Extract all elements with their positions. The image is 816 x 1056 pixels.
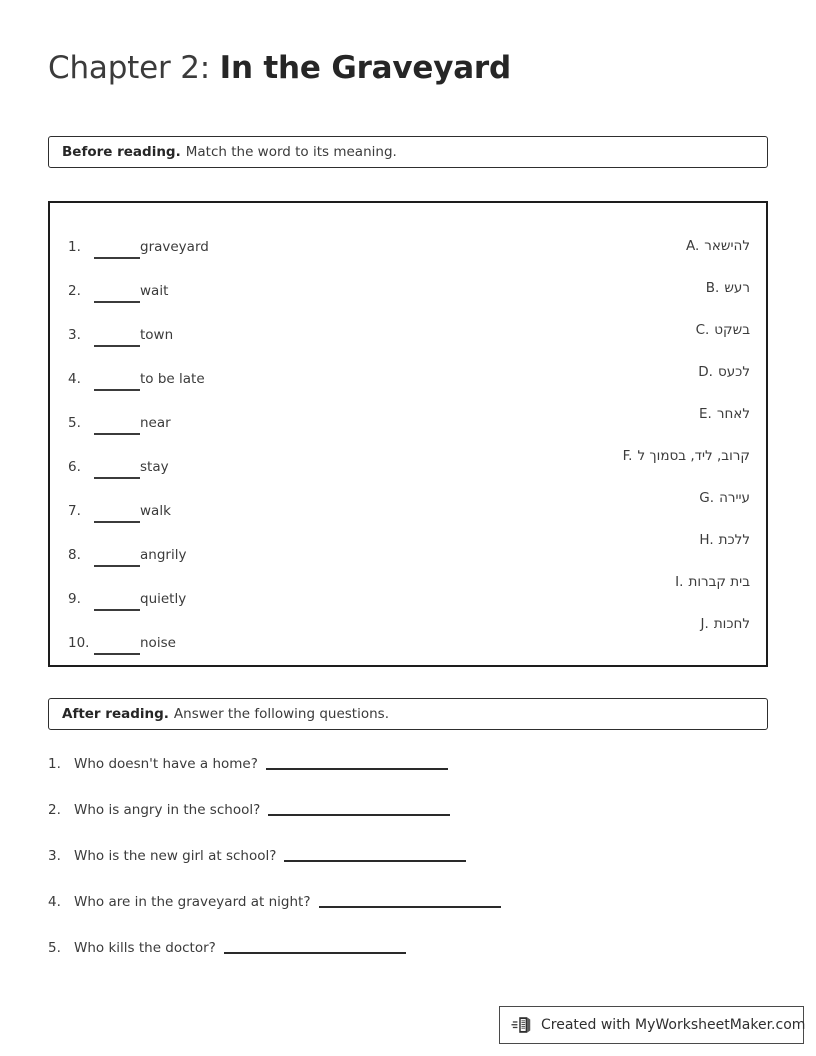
matching-answer-blank[interactable] [94,642,140,655]
question-row [48,940,768,986]
matching-meaning-row [460,435,750,477]
matching-word-row[interactable] [68,533,398,577]
matching-word-text: wait [140,283,169,299]
matching-meaning-row [460,225,750,267]
question-answer-line[interactable] [266,756,448,770]
matching-answer-blank[interactable] [94,334,140,347]
question-answer-line[interactable] [319,894,501,908]
question-answer-line[interactable] [284,848,466,862]
matching-meaning-text: בית קברות [688,574,750,590]
matching-meaning-letter: D. [698,364,713,380]
matching-word-text: graveyard [140,239,209,255]
matching-meaning-letter: F. [622,448,633,464]
question-number: 2. [48,802,61,818]
matching-word-number: 9. [68,591,81,607]
before-reading-label: Before reading. [62,144,181,160]
matching-meaning-text: לאחר [716,406,750,422]
matching-word-text: stay [140,459,169,475]
question-row [48,756,768,802]
matching-word-text: town [140,327,174,343]
matching-answer-blank[interactable] [94,246,140,259]
matching-answer-blank[interactable] [94,554,140,567]
matching-meaning-row [460,309,750,351]
matching-word-text: noise [140,635,176,651]
matching-answer-blank[interactable] [94,378,140,391]
question-number: 1. [48,756,61,772]
matching-meaning-letter: I. [675,574,684,590]
before-reading-instruction-box [48,136,768,168]
matching-word-row[interactable] [68,313,398,357]
matching-meaning-text: רעש [724,280,750,296]
question-text: Who doesn't have a home? [74,756,258,772]
matching-meaning-text: ללכת [718,532,750,548]
matching-word-number: 2. [68,283,81,299]
matching-word-row[interactable] [68,489,398,533]
question-row [48,848,768,894]
question-text: Who is angry in the school? [74,802,261,818]
matching-word-text: walk [140,503,171,519]
matching-meaning-text: בשקט [714,322,750,338]
matching-meaning-row [460,393,750,435]
title-prefix: Chapter 2: [48,50,220,86]
matching-word-text: quietly [140,591,187,607]
matching-answer-blank[interactable] [94,598,140,611]
matching-meaning-letter: C. [695,322,710,338]
matching-word-row[interactable] [68,577,398,621]
title-chapter-name: In the Graveyard [219,50,512,86]
before-reading-instruction-text: Match the word to its meaning. [185,144,397,160]
question-text: Who are in the graveyard at night? [74,894,311,910]
after-reading-instruction-text: Answer the following questions. [173,706,389,722]
question-row [48,894,768,940]
matching-exercise-box [48,201,768,667]
matching-word-row[interactable] [68,445,398,489]
matching-meaning-text: קרוב, ליד, בסמוך ל [637,448,750,464]
questions-list [48,756,768,986]
matching-meaning-text: להישאר [704,238,750,254]
matching-word-number: 10. [68,635,90,651]
matching-meaning-letter: J. [700,616,709,632]
matching-word-number: 8. [68,547,81,563]
matching-word-number: 4. [68,371,81,387]
matching-answer-blank[interactable] [94,422,140,435]
matching-meaning-letter: A. [685,238,700,254]
matching-word-row[interactable] [68,401,398,445]
matching-word-row[interactable] [68,357,398,401]
matching-answer-blank[interactable] [94,290,140,303]
matching-answer-blank[interactable] [94,510,140,523]
matching-word-text: near [140,415,171,431]
matching-word-number: 5. [68,415,81,431]
matching-word-text: angrily [140,547,187,563]
question-number: 5. [48,940,61,956]
matching-meaning-text: עיירה [719,490,750,506]
matching-meaning-row [460,561,750,603]
matching-meaning-row [460,519,750,561]
matching-words-column [68,225,398,665]
matching-meaning-text: לחכות [713,616,750,632]
question-text: Who kills the doctor? [74,940,216,956]
matching-meaning-letter: E. [699,406,712,422]
matching-meaning-text: לכעס [717,364,750,380]
matching-word-number: 7. [68,503,81,519]
matching-meaning-row [460,351,750,393]
question-answer-line[interactable] [268,802,450,816]
created-with-text: Created with MyWorksheetMaker.com [541,1017,806,1033]
matching-word-row[interactable] [68,269,398,313]
matching-meaning-row [460,267,750,309]
matching-word-number: 1. [68,239,81,255]
page-title [48,46,511,90]
matching-meaning-letter: B. [705,280,720,296]
after-reading-instruction-box [48,698,768,730]
matching-meaning-row [460,477,750,519]
matching-word-text: to be late [140,371,205,387]
matching-word-row[interactable] [68,225,398,269]
matching-word-number: 6. [68,459,81,475]
question-row [48,802,768,848]
question-number: 4. [48,894,61,910]
after-reading-label: After reading. [62,706,169,722]
matching-meaning-letter: G. [699,490,715,506]
question-answer-line[interactable] [224,940,406,954]
matching-word-number: 3. [68,327,81,343]
matching-meaning-letter: H. [699,532,714,548]
matching-answer-blank[interactable] [94,466,140,479]
created-with-badge[interactable] [499,1006,804,1044]
question-text: Who is the new girl at school? [74,848,277,864]
matching-meaning-row [460,603,750,645]
matching-meanings-column [460,225,750,645]
worksheet-maker-logo-icon [511,1014,533,1036]
matching-word-row[interactable] [68,621,398,665]
question-number: 3. [48,848,61,864]
